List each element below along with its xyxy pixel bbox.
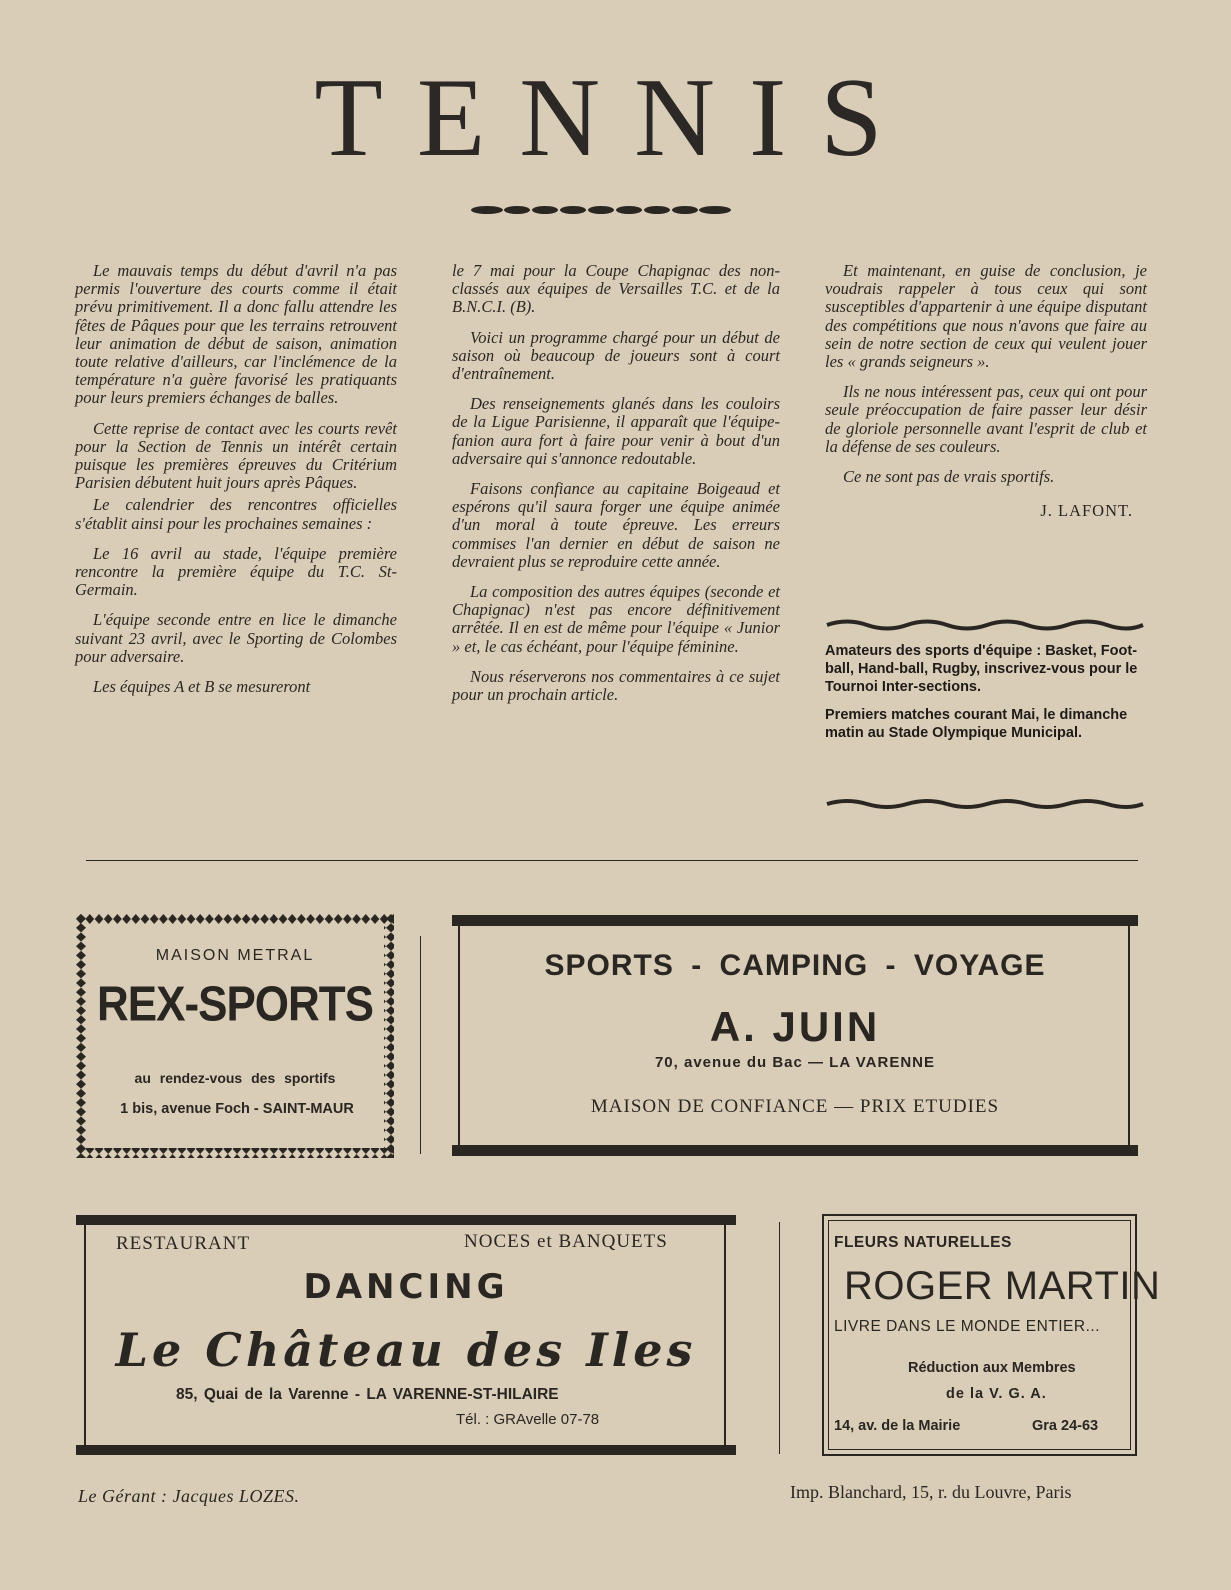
- juin-slogan: MAISON DE CONFIANCE — PRIX ETUDIES: [590, 1096, 1000, 1117]
- thick-rule: [452, 915, 1138, 926]
- paragraph: Ce ne sont pas de vrais sportifs.: [843, 467, 1055, 487]
- notice-text: Amateurs des sports d'équipe : Basket, Foot-ball, Hand-ball, Rugby, inscrivez-vous pour le Tournoi Inter-sections.: [825, 643, 1138, 695]
- article-column-3: [825, 262, 1147, 532]
- tournament-notice: [825, 642, 1145, 752]
- section-divider: [86, 860, 1138, 861]
- wavy-rule-top: [825, 616, 1145, 632]
- paragraph: Les équipes A et B se mesureront: [93, 677, 311, 697]
- rex-line1: MAISON METRAL: [155, 947, 315, 964]
- martin-address: 14, av. de la Mairie: [834, 1418, 961, 1434]
- article-column-1: [75, 262, 397, 708]
- page-title: TENNIS: [314, 56, 917, 180]
- paragraph: Et maintenant, en guise de conclusion, je voudrais rappeler à tous ceux qui sont susceptibles d'appartenir à une équipe disputant des compétitions que nous n'avons que faire au sein de notre section de ceux qui veulent jouer les « grands seigneurs ».: [825, 261, 1147, 372]
- signature: J. LAFONT.: [1040, 501, 1133, 521]
- paragraph: Le 16 avril au stade, l'équipe première rencontre la première équipe du T.C. St-Germain.: [75, 543, 397, 600]
- paragraph: Nous réserverons nos commentaires à ce sujet pour un prochain article.: [452, 666, 780, 705]
- wavy-rule-bottom: [825, 797, 1145, 813]
- martin-name: ROGER MARTIN: [844, 1264, 1161, 1308]
- thick-rule: [452, 1145, 1138, 1156]
- notice-text: Premiers matches courant Mai, le dimanche matin au Stade Olympique Municipal.: [825, 707, 1128, 741]
- chateau-dancing: DANCING: [303, 1267, 509, 1307]
- article-column-2: [452, 262, 780, 716]
- paragraph: L'équipe seconde entre en lice le dimanche suivant 23 avril, avec le Sporting de Colombes pour adversaire.: [75, 610, 397, 666]
- paragraph: La composition des autres équipes (seconde et Chapignac) n'est pas encore définitivement arrêtée. Il en est de même pour l'équipe « Junior » et, le cas échéant, pour l'équipe féminine.: [452, 582, 780, 656]
- paragraph: le 7 mai pour la Coupe Chapignac des non-classés aux équipes de Versailles T.C. et de la B.N.C.I. (B).: [452, 261, 780, 317]
- footer-printer: Imp. Blanchard, 15, r. du Louvre, Paris: [790, 1482, 1072, 1502]
- ad-roger-martin: [822, 1214, 1161, 1456]
- ad-rex-sports: [76, 914, 394, 1158]
- chateau-address: 85, Quai de la Varenne - LA VARENNE-ST-HILAIRE: [176, 1386, 559, 1403]
- ad-chateau-des-iles: [76, 1215, 736, 1457]
- rex-name: REX-SPORTS: [96, 977, 374, 1032]
- martin-line2: LIVRE DANS LE MONDE ENTIER...: [834, 1318, 1100, 1335]
- martin-reduction-1: Réduction aux Membres: [908, 1360, 1076, 1376]
- paragraph: Ils ne nous intéressent pas, ceux qui ont pour seule préoccupation de faire passer leur désir de gloriole personnelle avant l'esprit de club et la défense de ses couleurs.: [825, 382, 1147, 456]
- rex-address: 1 bis, avenue Foch - SAINT-MAUR: [120, 1101, 354, 1117]
- paragraph: Voici un programme chargé pour un début de saison où beaucoup de joueurs sont à court d'entraînement.: [452, 327, 780, 384]
- juin-name: A. JUIN: [709, 1003, 881, 1050]
- paragraph: Le mauvais temps du début d'avril n'a pas permis l'ouverture des courts comme il était prévu primitivement. Il a donc fallu attendre les fêtes de Pâques pour que les terrains retrouvent leur animation de début de saison, animation toute relative d'ailleurs, car l'inclémence de la température n'a guère favorisé les pratiquants pour leurs premiers échanges de balles.: [75, 261, 397, 408]
- paragraph: Le calendrier des rencontres officielles s'établit ainsi pour les prochaines semaines :: [75, 495, 397, 533]
- ad-divider: [420, 936, 421, 1154]
- chateau-left: RESTAURANT: [116, 1233, 251, 1254]
- martin-line1: FLEURS NATURELLES: [834, 1234, 1012, 1251]
- chateau-tel: Tél. : GRAvelle 07-78: [456, 1411, 600, 1428]
- footer-manager: Le Gérant : Jacques LOZES.: [78, 1486, 300, 1506]
- rex-tagline: au rendez-vous des sportifs: [134, 1070, 336, 1086]
- juin-headline: SPORTS - CAMPING - VOYAGE: [544, 949, 1046, 982]
- thick-rule: [76, 1445, 736, 1455]
- paragraph: Cette reprise de contact avec les courts revêt pour la Section de Tennis un intérêt certain puisque les premières épreuves du Critérium Parisien débutent huit jours après Pâques.: [75, 418, 397, 493]
- chateau-name: Le Château des Iles: [115, 1323, 697, 1377]
- ad-divider: [779, 1222, 780, 1454]
- chateau-right: NOCES et BANQUETS: [464, 1231, 668, 1252]
- title-ornament: [470, 203, 745, 217]
- ad-a-juin: [452, 915, 1138, 1158]
- martin-reduction-2: de la V. G. A.: [946, 1386, 1047, 1402]
- paragraph: Des renseignements glanés dans les couloirs de la Ligue Parisienne, il apparaît que l'équipe-fanion aura fort à faire pour venir à bout d'un adversaire qui s'annonce redoutable.: [452, 394, 780, 468]
- martin-phone: Gra 24-63: [1032, 1418, 1099, 1434]
- thick-rule: [76, 1215, 736, 1225]
- paragraph: Faisons confiance au capitaine Boigeaud et espérons qu'il saura forger une équipe animée d'un moral à toute épreuve. Les erreurs commises l'an dernier en début de saison ne devraient plus se reproduire cette année.: [452, 479, 780, 571]
- juin-address: 70, avenue du Bac — LA VARENNE: [654, 1054, 936, 1071]
